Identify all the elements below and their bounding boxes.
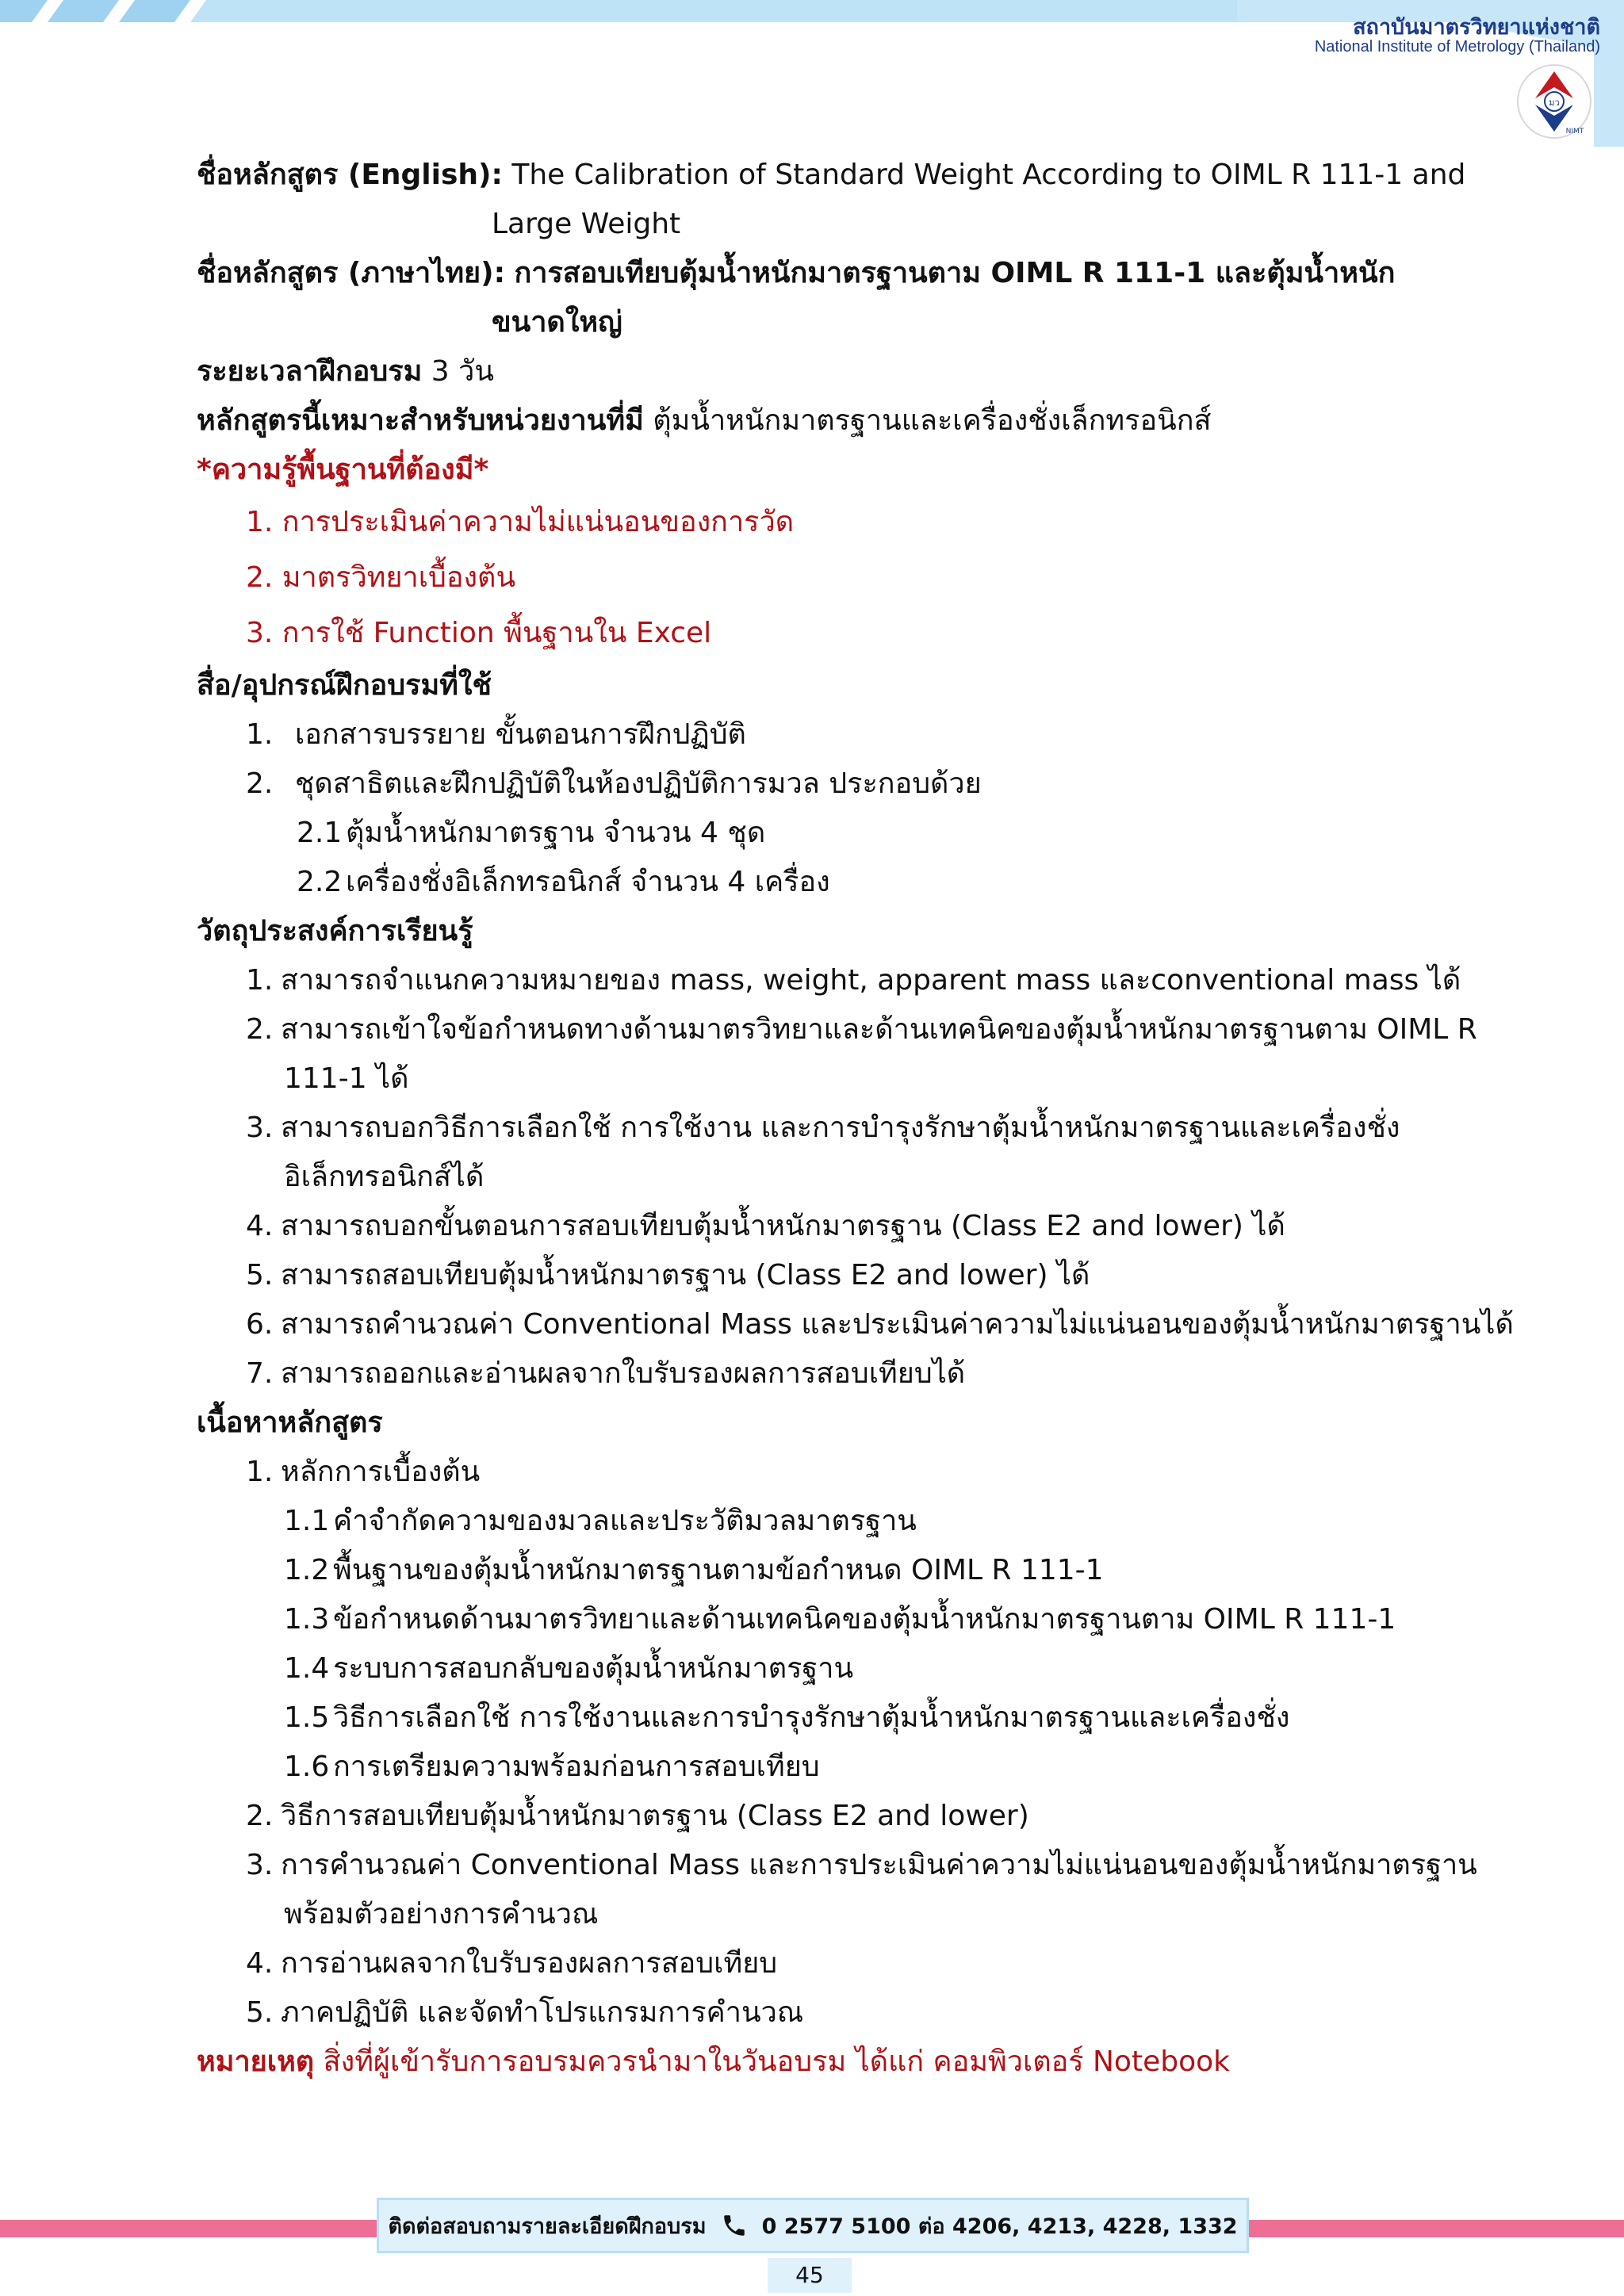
list-item (197, 1448, 1450, 1497)
item-number: 3. (246, 1112, 274, 1144)
note-row (197, 2038, 1450, 2087)
item-number: 3. (246, 1849, 274, 1881)
item-number: 6. (246, 1308, 274, 1341)
item-number: 5. (246, 1996, 274, 2029)
item-number: 2.2 (297, 866, 343, 898)
item-text: สามารถจำแนกความหมายของ mass, weight, apparent mass และconventional mass ได้ (281, 964, 1461, 997)
item-number: 1.2 (284, 1554, 330, 1586)
sub-list-item (197, 1497, 1450, 1546)
item-text: สามารถบอกวิธีการเลือกใช้ การใช้งาน และการบำรุงรักษาตุ้มน้ำหนักมาตรฐานและเครื่องชั่ง (281, 1112, 1400, 1144)
item-text: วิธีการสอบเทียบตุ้มน้ำหนักมาตรฐาน (Class E2 and lower) (281, 1800, 1029, 1832)
item-text: สามารถเข้าใจข้อกำหนดทางด้านมาตรวิทยาและด้านเทคนิคของตุ้มน้ำหนักมาตรฐานตาม OIML R (281, 1013, 1477, 1046)
item-text: สามารถสอบเทียบตุ้มน้ำหนักมาตรฐาน (Class E2 and lower) ได้ (281, 1259, 1090, 1292)
item-text: สามารถคำนวณค่า Conventional Mass และประเมินค่าความไม่แน่นอนของตุ้มน้ำหนักมาตรฐานได้ (281, 1308, 1514, 1341)
item-text: ระบบการสอบกลับของตุ้มน้ำหนักมาตรฐาน (333, 1652, 854, 1685)
note-text: สิ่งที่ผู้เข้ารับการอบรมควรนำมาในวันอบรม ได้แก่ คอมพิวเตอร์ Notebook (323, 2045, 1230, 2078)
item-text: ข้อกำหนดด้านมาตรวิทยาและด้านเทคนิคของตุ้มน้ำหนักมาตรฐานตาม OIML R 111-1 (333, 1603, 1396, 1636)
list-item-continued: อิเล็กทรอนิกส์ได้ (284, 1161, 485, 1193)
suitable-value: ตุ้มน้ำหนักมาตรฐานและเครื่องชั่งเล็กทรอนิกส์ (653, 404, 1212, 437)
course-name-th-row (197, 249, 1450, 298)
course-content (197, 151, 1514, 2087)
list-item: 1. การประเมินค่าความไม่แน่นอนของการวัด (246, 506, 795, 538)
item-number: 1. (246, 964, 274, 997)
item-number: 4. (246, 1210, 274, 1242)
course-name-en-continued: Large Weight (492, 208, 681, 240)
course-name-en-label: ชื่อหลักสูตร (English): (197, 159, 503, 191)
item-number: 1.3 (284, 1603, 330, 1636)
sub-list-item (197, 1743, 1450, 1792)
sub-list-item (197, 1546, 1450, 1595)
list-item (197, 956, 1461, 1005)
item-number: 2. (246, 1800, 274, 1832)
sub-list-item (197, 1693, 1450, 1743)
item-text: ภาคปฏิบัติ และจัดทำโปรแกรมการคำนวณ (281, 1996, 804, 2029)
item-number: 1.4 (284, 1652, 330, 1685)
contents-heading: เนื้อหาหลักสูตร (197, 1406, 383, 1439)
list-item (197, 809, 1450, 858)
item-number: 5. (246, 1259, 274, 1292)
prerequisites-list (197, 495, 1450, 661)
institute-name-english: National Institute of Metrology (Thailand) (1314, 38, 1600, 55)
item-text: ตุ้มน้ำหนักมาตรฐาน จำนวน 4 ชุด (346, 817, 766, 849)
item-text: การเตรียมความพร้อมก่อนการสอบเทียบ (333, 1751, 820, 1783)
list-item (197, 1300, 1514, 1349)
sub-list-item (197, 1644, 1450, 1693)
item-number: 7. (246, 1357, 274, 1390)
list-item (197, 1939, 1450, 1988)
item-text: วิธีการเลือกใช้ การใช้งานและการบำรุงรักษาตุ้มน้ำหนักมาตรฐานและเครื่องชั่ง (333, 1701, 1290, 1734)
institute-name-thai: สถาบันมาตรวิทยาแห่งชาติ (1353, 15, 1600, 40)
item-text: เครื่องชั่งอิเล็กทรอนิกส์ จำนวน 4 เครื่อง (346, 866, 830, 898)
contact-phone: 0 2577 5100 ต่อ 4206, 4213, 4228, 1332 (761, 2214, 1238, 2239)
item-number: 1.5 (284, 1701, 330, 1734)
list-item (197, 1104, 1450, 1153)
duration-value: 3 วัน (431, 355, 494, 388)
list-item (197, 1792, 1450, 1841)
item-text: เอกสารบรรยาย ขั้นตอนการฝึกปฏิบัติ (295, 718, 746, 751)
duration-row (197, 347, 1450, 396)
sub-list-item (197, 1595, 1450, 1644)
list-item (197, 858, 1450, 907)
item-text: การอ่านผลจากใบรับรองผลการสอบเทียบ (281, 1947, 778, 1980)
item-text: สามารถออกและอ่านผลจากใบรับรองผลการสอบเทียบได้ (281, 1357, 966, 1390)
suitable-row (197, 396, 1450, 446)
item-number: 1.6 (284, 1751, 330, 1783)
contact-label: ติดต่อสอบถามรายละเอียดฝึกอบรม (388, 2214, 707, 2239)
item-number: 4. (246, 1947, 274, 1980)
note-label: หมายเหตุ (197, 2045, 315, 2078)
logo-text: มว (1549, 98, 1560, 108)
list-item (197, 1005, 1477, 1054)
item-number: 2. (246, 767, 274, 800)
list-item (197, 1988, 1450, 2038)
course-name-th: การสอบเทียบตุ้มน้ำหนักมาตรฐานตาม OIML R 111-1 และตุ้มน้ำหนัก (514, 257, 1396, 289)
list-item (197, 760, 1450, 809)
item-number: 1.1 (284, 1505, 330, 1537)
item-text: พื้นฐานของตุ้มน้ำหนักมาตรฐานตามข้อกำหนด OIML R 111-1 (333, 1554, 1104, 1586)
list-item: 2. มาตรวิทยาเบื้องต้น (246, 561, 516, 594)
list-item (197, 710, 1450, 760)
list-item (197, 1202, 1450, 1251)
list-item (197, 1251, 1450, 1300)
item-text: สามารถบอกขั้นตอนการสอบเทียบตุ้มน้ำหนักมาตรฐาน (Class E2 and lower) ได้ (281, 1210, 1285, 1242)
contact-box (377, 2198, 1249, 2253)
item-number: 2.1 (297, 817, 343, 849)
course-name-th-continued: ขนาดใหญ่ (492, 306, 622, 339)
duration-label: ระยะเวลาฝึกอบรม (197, 355, 423, 388)
list-item-continued: พร้อมตัวอย่างการคำนวณ (284, 1898, 599, 1931)
nimt-logo-icon (1516, 63, 1592, 140)
item-text: หลักการเบื้องต้น (281, 1456, 481, 1488)
logo-subtext: NIMT (1565, 128, 1584, 136)
prerequisites-heading: *ความรู้พื้นฐานที่ต้องมี* (197, 453, 489, 486)
course-name-en-row (197, 151, 1466, 200)
phone-icon (721, 2212, 748, 2239)
item-text: การคำนวณค่า Conventional Mass และการประเมินค่าความไม่แน่นอนของตุ้มน้ำหนักมาตรฐาน (281, 1849, 1477, 1881)
course-name-th-label: ชื่อหลักสูตร (ภาษาไทย): (197, 257, 505, 289)
list-item-continued: 111-1 ได้ (284, 1062, 409, 1095)
materials-heading: สื่อ/อุปกรณ์ฝึกอบรมที่ใช้ (197, 669, 492, 702)
list-item: 3. การใช้ Function พื้นฐานใน Excel (246, 617, 712, 649)
objectives-heading: วัตถุประสงค์การเรียนรู้ (197, 915, 473, 947)
list-item (197, 1841, 1477, 1890)
item-number: 1. (246, 718, 274, 751)
item-number: 2. (246, 1013, 274, 1046)
suitable-label: หลักสูตรนี้เหมาะสำหรับหน่วยงานที่มี (197, 404, 644, 437)
item-text: ชุดสาธิตและฝึกปฏิบัติในห้องปฏิบัติการมวล ประกอบด้วย (295, 767, 982, 800)
page-number: 45 (768, 2258, 852, 2293)
item-text: คำจำกัดความของมวลและประวัติมวลมาตรฐาน (333, 1505, 917, 1537)
item-number: 1. (246, 1456, 274, 1488)
course-name-en: The Calibration of Standard Weight According to OIML R 111-1 and (511, 159, 1466, 191)
list-item (197, 1349, 1450, 1399)
